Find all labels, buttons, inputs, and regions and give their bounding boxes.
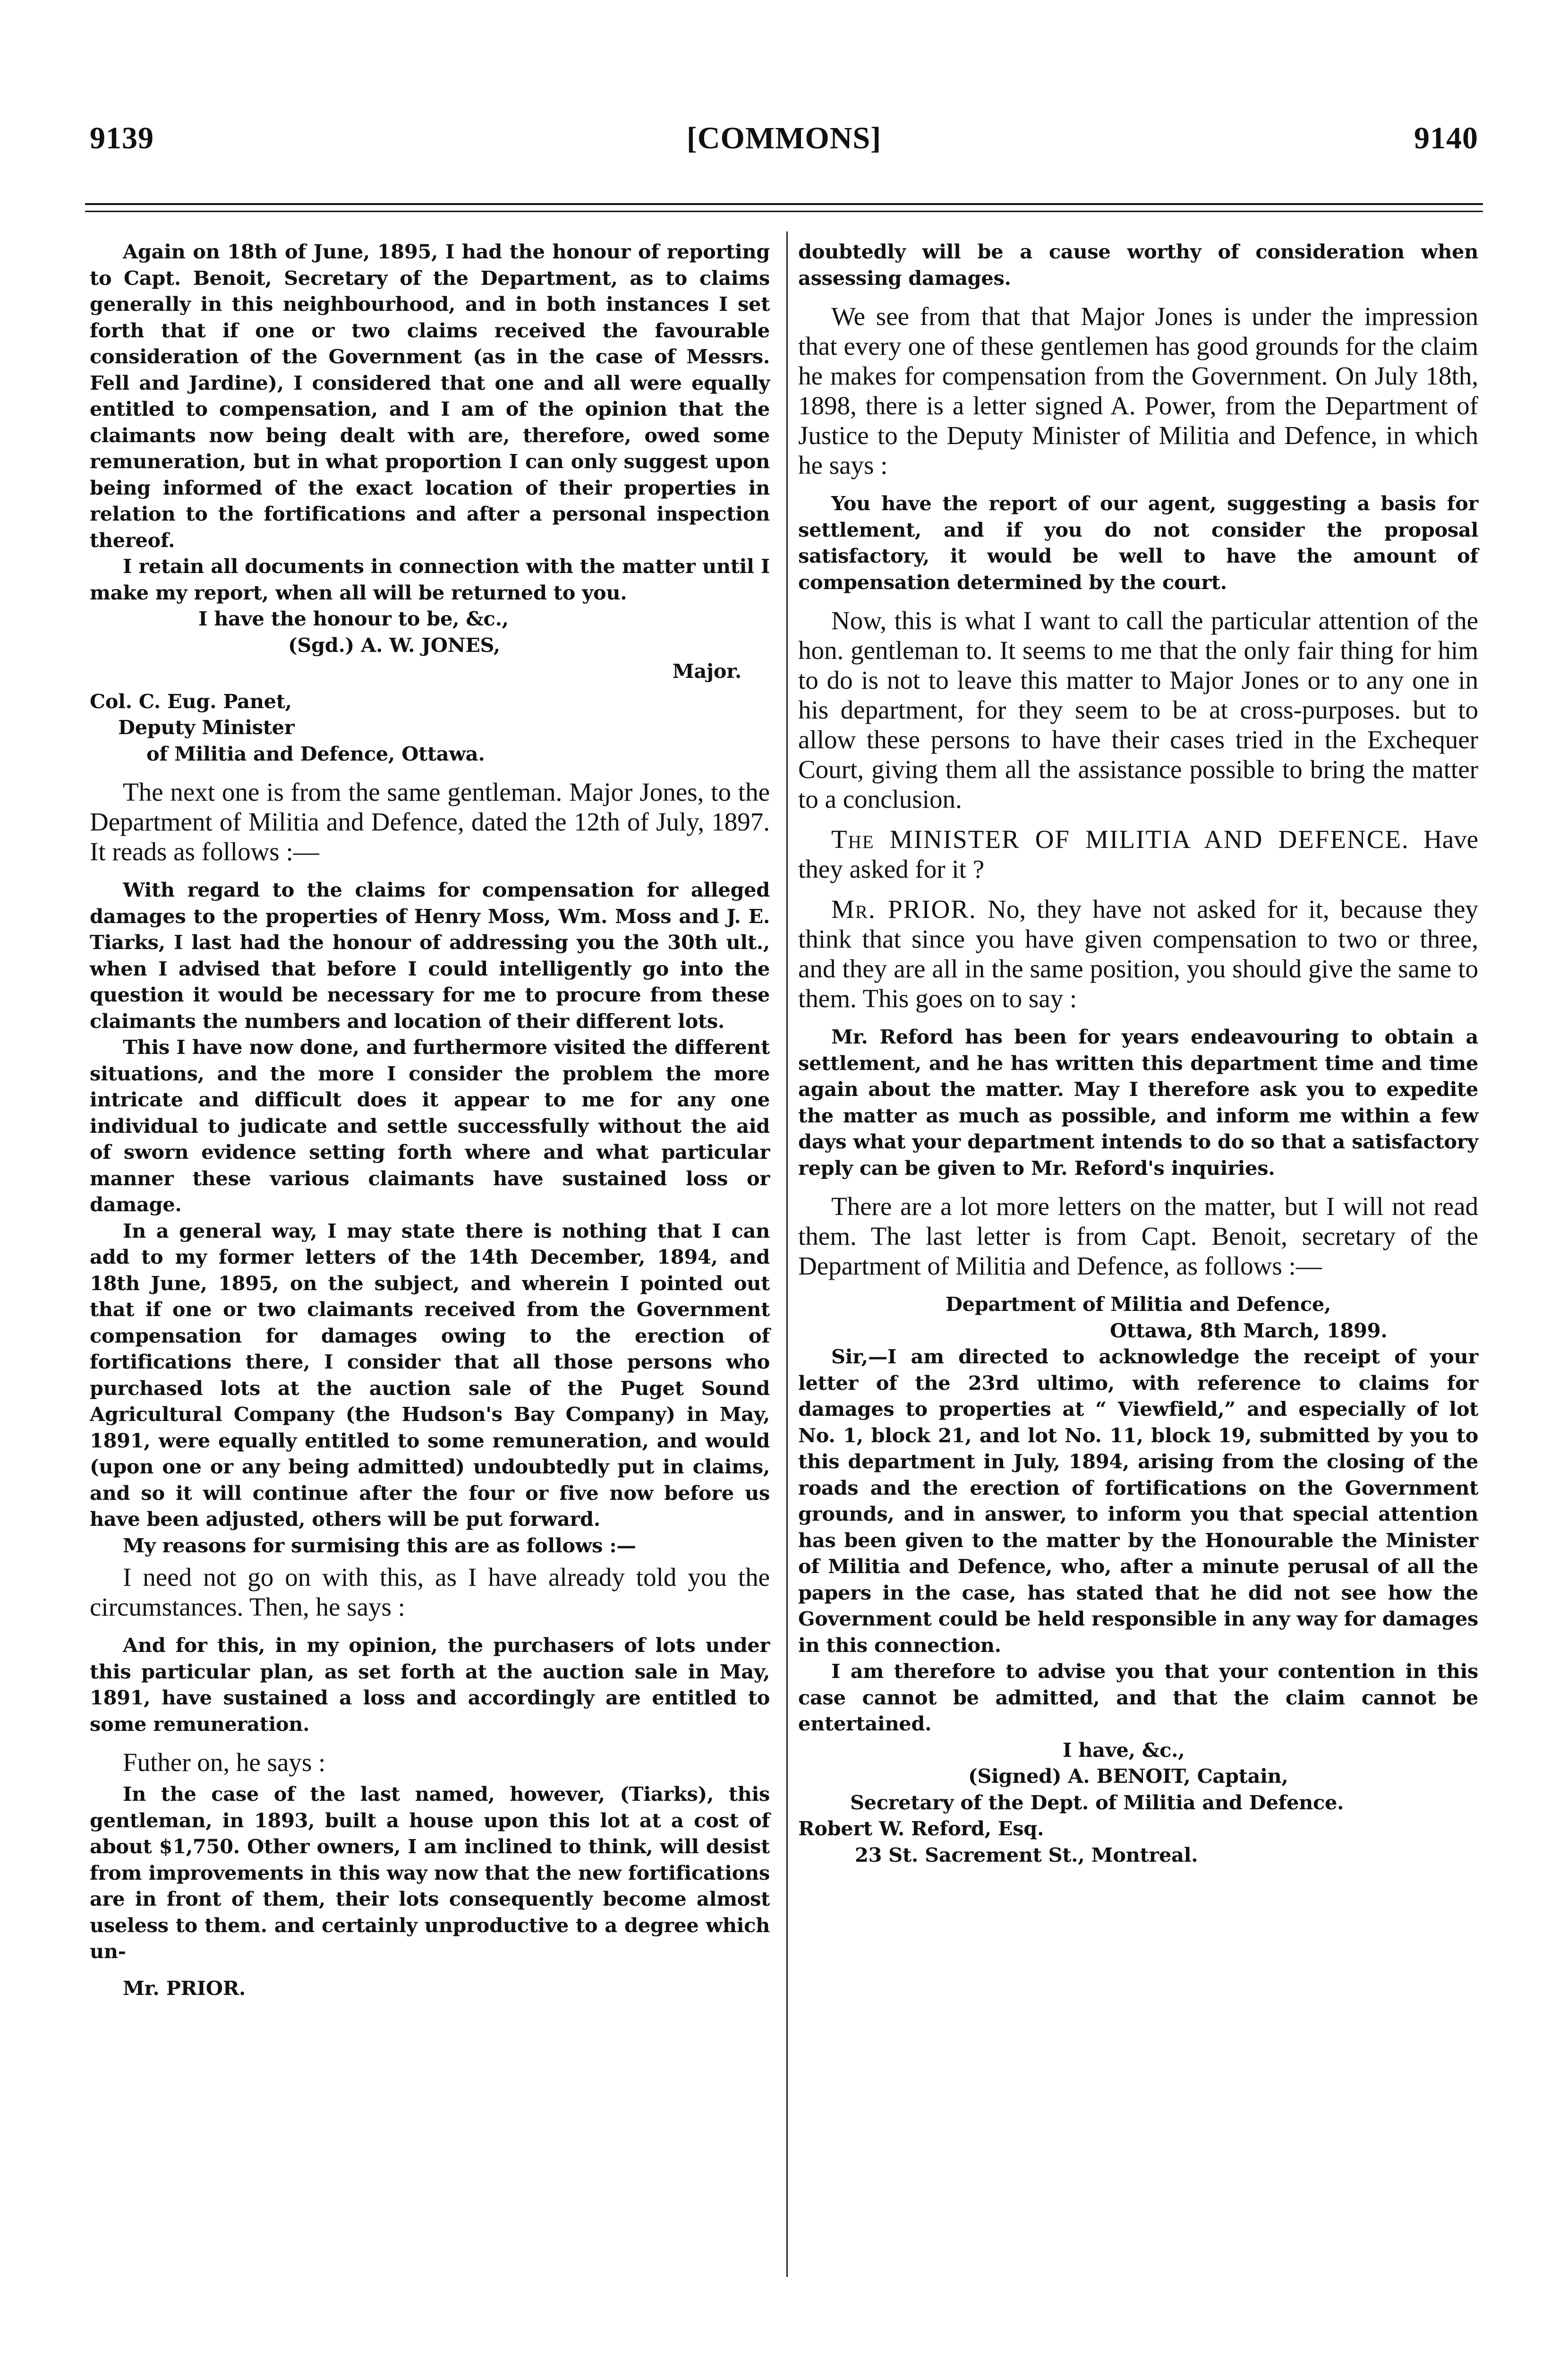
speech-paragraph: Now, this is what I want to call the particular attention of the hon. gentleman to. It seems to me that the only fair thing for him to do is not to leave this matter to Major Jones or to any one in his department, for they seem to be at cross-purposes. but to allow these persons to have their cases tried in the Exchequer Court, giving them all the assistance possible to bring the matter to a conclusion. xyxy=(798,606,1478,813)
letter-date: Ottawa, 8th March, 1899. xyxy=(1110,1318,1388,1342)
page-header xyxy=(90,106,1478,158)
speech-paragraph: I need not go on with this, as I have already told you the circumstances. Then, he says : xyxy=(90,1563,770,1621)
speech-paragraph: There are a lot more letters on the matter, but I will not read them. The last letter is from Capt. Benoit, secretary of the Department of Militia and Defence, as follows :— xyxy=(798,1192,1478,1280)
speech-paragraph: We see from that that Major Jones is under the impression that every one of these gentlemen has good grounds for the claim he makes for compensation from the Government. On July 18th, 1898, there is a letter signed A. Power, from the Department of Justice to the Deputy Minister of Militia and Defence, in which he says : xyxy=(798,302,1478,479)
speech-paragraph xyxy=(798,894,1478,1013)
addressee-name: Col. C. Eug. Panet, xyxy=(90,689,292,713)
speech-paragraph: The next one is from the same gentleman. Major Jones, to the Department of Militia and Defence, dated the 12th of July, 1897. It reads as follows :— xyxy=(90,778,770,866)
letter-closing: I have the honour to be, &c., xyxy=(198,607,509,630)
page-number-left: 9139 xyxy=(90,121,154,155)
addressee-address: 23 St. Sacrement St., Montreal. xyxy=(855,1843,1198,1866)
speech-text: No, they have not asked for it, because they think that since you have given compensation to two or three, and they are all in the same position, you should give the same to them. This goes on to say : xyxy=(798,895,1478,1013)
quoted-paragraph: With regard to the claims for compensation for alleged damages to the properties of Henry Moss, Wm. Moss and J. E. Tiarks, I last had the honour of addressing you the 30th ult., when I advised that before I could intelligently go into the question it would be necessary for me to procure from these claimants the numbers and location of their different lots. xyxy=(90,878,770,1033)
quoted-paragraph: I am therefore to advise you that your contention in this case cannot be admitted, and that the claim cannot be entertained. xyxy=(798,1660,1478,1735)
letter-closing: I have, &c., xyxy=(1063,1738,1185,1762)
header-rule xyxy=(85,203,1483,205)
quoted-paragraph: My reasons for surmising this are as follows :— xyxy=(123,1533,636,1557)
column-divider xyxy=(786,231,788,2277)
quoted-paragraph: And for this, in my opinion, the purchasers of lots under this particular plan, as set forth at the auction sale in May, 1891, have sustained a loss and accordingly are entitled to some remuneration. xyxy=(90,1634,770,1736)
speaker-name: Mr. PRIOR. xyxy=(123,1976,246,2000)
quoted-paragraph: Again on 18th of June, 1895, I had the honour of reporting to Capt. Benoit, Secretary of the Department, as to claims generally in this neighbourhood, and in both instances I set forth that if one or two claims received the favourable consideration of the Government (as in the case of Messrs. Fell and Jardine), I considered that one and all were equally entitled to compensation, and I am of the opinion that the claimants now being dealt with are, therefore, owed some remuneration, but in what proportion I can only suggest upon being informed of the exact location of their properties in relation to the fortifications and after a personal inspection thereof. xyxy=(90,240,770,552)
signature-title: Secretary of the Dept. of Militia and Defence. xyxy=(850,1790,1344,1814)
letter-department: Department of Militia and Defence, xyxy=(945,1292,1331,1316)
addressee-department: of Militia and Defence, Ottawa. xyxy=(146,742,485,765)
running-title: [COMMONS] xyxy=(686,121,882,155)
speech-paragraph: Futher on, he says : xyxy=(123,1748,326,1777)
page-number-right: 9140 xyxy=(1414,121,1478,155)
quoted-paragraph: Sir,—I am directed to acknowledge the receipt of your letter of the 23rd ultimo, with reference to claims for damages to properties at “ Viewfield,” and especially of lot No. 1, block 21, and lot No. 11, block 19, submitted by you to this department in July, 1894, arising from the closing of the roads and the erection of fortifications on the Government grounds, and in answer, to inform you that special attention has been given to the matter by the Honourable the Minister of Militia and Defence, who, after a minute perusal of all the papers in the case, has stated that he did not see how the Government could be held responsible in any way for damages in this connection. xyxy=(798,1345,1478,1657)
quoted-paragraph: doubtedly will be a cause worthy of consideration when assessing damages. xyxy=(798,240,1478,290)
quoted-paragraph: In a general way, I may state there is nothing that I can add to my former letters of the 14th December, 1894, and 18th June, 1895, on the subject, and wherein I pointed out that if one or two claimants received from the Government compensation for damages owing to the erection of fortifications there, I consider that all those persons who purchased lots at the auction sale of the Puget Sound Agricultural Company (the Hudson's Bay Company) in May, 1891, were equally entitled to some remuneration, and would (upon one or any being admitted) undoubtedly put in claims, and so it will continue after the four or five now before us have been adjusted, others will be put forward. xyxy=(90,1219,770,1531)
quoted-paragraph: In the case of the last named, however, (Tiarks), this gentleman, in 1893, built a house upon this lot at a cost of about $1,750. Other owners, I am inclined to think, will desist from improvements in this way now that the new fortifications are in front of them, their lots consequently become almost useless to them. and certainly unproductive to a degree which un- xyxy=(90,1782,770,1963)
signature-rank: Major. xyxy=(672,659,741,683)
quoted-paragraph: You have the report of our agent, suggesting a basis for settlement, and if you do not consider the proposal satisfactory, it would be well to have the amount of compensation determined by the court. xyxy=(798,492,1478,594)
left-column xyxy=(90,239,770,2001)
addressee-name: Robert W. Reford, Esq. xyxy=(798,1817,1044,1840)
signature-line: (Sgd.) A. W. JONES, xyxy=(288,633,500,657)
quoted-paragraph: This I have now done, and furthermore visited the different situations, and the more I consider the problem the more intricate and difficult does it appear to me for any one individual to judicate and settle successfully without the aid of sworn evidence setting forth where and what particular manner these various claimants have sustained loss or damage. xyxy=(90,1036,770,1216)
speech-text: Have they asked for it ? xyxy=(798,825,1479,883)
quoted-paragraph: Mr. Reford has been for years endeavouring to obtain a settlement, and he has written this department time and time again about the matter. May I therefore ask you to expedite the matter as much as possible, and inform me within a few days what your department intends to do so that a satisfactory reply can be given to Mr. Reford's inquiries. xyxy=(798,1025,1478,1180)
speech-paragraph xyxy=(798,824,1478,884)
right-column xyxy=(798,239,1478,1868)
signature-line: (Signed) A. BENOIT, Captain, xyxy=(968,1764,1288,1788)
header-rule-secondary xyxy=(85,211,1483,212)
speaker-name: The MINISTER OF MILITIA AND DEFENCE. xyxy=(831,825,1409,854)
quoted-paragraph: I retain all documents in connection with the matter until I make my report, when all will be returned to you. xyxy=(90,555,770,604)
addressee-title: Deputy Minister xyxy=(118,716,295,739)
speaker-name: Mr. PRIOR. xyxy=(831,895,977,924)
